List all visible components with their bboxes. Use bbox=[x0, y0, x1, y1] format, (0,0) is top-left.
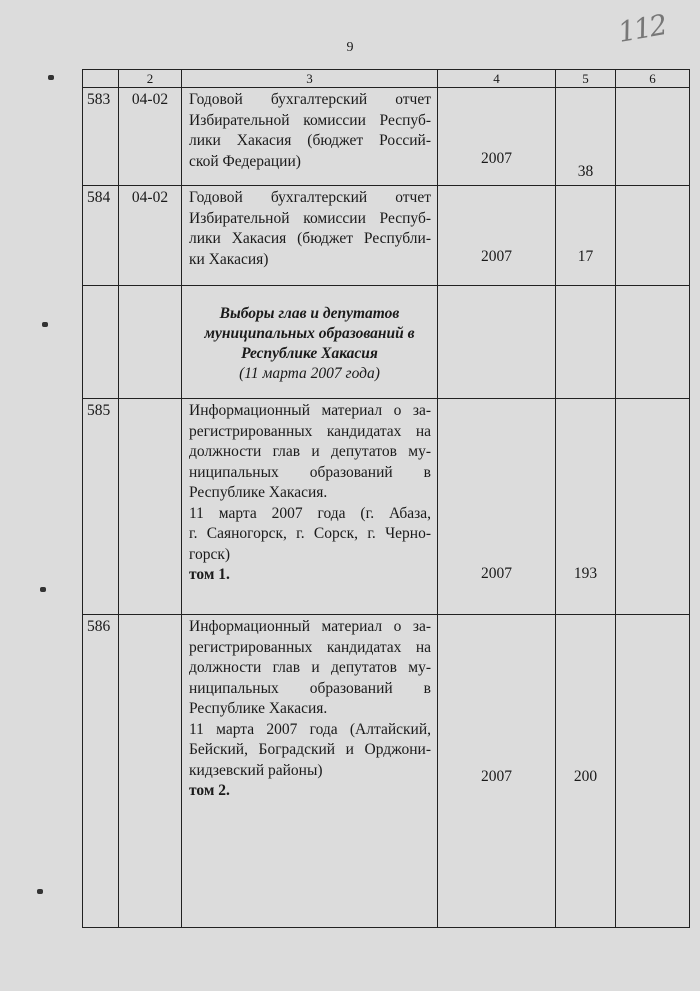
description-line: ской Федерации) bbox=[189, 152, 301, 170]
item-description bbox=[182, 615, 438, 928]
item-note bbox=[616, 186, 690, 286]
column-header: 3 bbox=[182, 70, 438, 88]
section-heading bbox=[182, 286, 438, 399]
empty-cell bbox=[119, 286, 182, 399]
description-line: должности глав и депутатов му- bbox=[189, 659, 431, 676]
section-title bbox=[182, 286, 437, 364]
description-line: ниципальных образований в bbox=[189, 679, 431, 697]
item-sheets: 17 bbox=[556, 186, 616, 286]
item-index bbox=[119, 615, 182, 928]
item-index bbox=[119, 399, 182, 615]
column-number-row bbox=[83, 70, 690, 88]
description-line: лики Хакасия (бюджет Россий- bbox=[189, 132, 431, 149]
column-header: 6 bbox=[616, 70, 690, 88]
empty-cell bbox=[438, 286, 556, 399]
item-number: 586 bbox=[83, 615, 119, 928]
section-title-line: Выборы глав и депутатов bbox=[219, 305, 400, 322]
empty-cell bbox=[616, 286, 690, 399]
table-row bbox=[83, 615, 690, 928]
description-line: ки Хакасия) bbox=[189, 250, 269, 268]
description-line: регистрированных кандидатах на bbox=[189, 422, 431, 440]
item-sheets: 193 bbox=[556, 399, 616, 615]
margin-mark bbox=[40, 587, 46, 592]
description-line: Избирательной комиссии Респуб- bbox=[189, 111, 431, 129]
section-subtitle: (11 марта 2007 года) bbox=[239, 365, 380, 382]
item-number: 583 bbox=[83, 88, 119, 186]
section-row bbox=[83, 286, 690, 399]
description-line: Информационный материал о за- bbox=[189, 402, 431, 419]
item-note bbox=[616, 88, 690, 186]
description-line: 11 марта 2007 года (г. Абаза, bbox=[189, 504, 431, 522]
item-description bbox=[182, 399, 438, 615]
empty-cell bbox=[556, 286, 616, 399]
column-header bbox=[83, 70, 119, 88]
description-line: г. Саяногорск, г. Сорск, г. Черно- bbox=[189, 525, 431, 542]
item-description bbox=[182, 88, 438, 186]
item-year: 2007 bbox=[438, 399, 556, 615]
volume-label: том 2. bbox=[189, 782, 230, 799]
item-number: 585 bbox=[83, 399, 119, 615]
item-sheets: 38 bbox=[556, 88, 616, 186]
column-header: 2 bbox=[119, 70, 182, 88]
section-title-line: муниципальных образований в bbox=[204, 325, 415, 342]
item-description bbox=[182, 186, 438, 286]
description-line: ниципальных образований в bbox=[189, 463, 431, 481]
empty-cell bbox=[83, 286, 119, 399]
description-line: Бейский, Боградский и Орджони- bbox=[189, 741, 431, 758]
description-line: должности глав и депутатов му- bbox=[189, 443, 431, 460]
description-line: 11 марта 2007 года (Алтайский, bbox=[189, 720, 431, 738]
column-header: 5 bbox=[556, 70, 616, 88]
description-line: горск) bbox=[189, 545, 231, 563]
item-index: 04-02 bbox=[119, 186, 182, 286]
table-row bbox=[83, 186, 690, 286]
handwritten-sheet-number: 112 bbox=[615, 8, 668, 49]
column-header: 4 bbox=[438, 70, 556, 88]
item-number: 584 bbox=[83, 186, 119, 286]
item-sheets: 200 bbox=[556, 615, 616, 928]
margin-mark bbox=[42, 322, 48, 327]
description-line: Годовой бухгалтерский отчет bbox=[189, 189, 431, 206]
table-row bbox=[83, 88, 690, 186]
item-note bbox=[616, 399, 690, 615]
description-line: лики Хакасия (бюджет Республи- bbox=[189, 230, 431, 247]
inventory-table bbox=[82, 69, 690, 928]
margin-mark bbox=[48, 75, 54, 80]
description-line: регистрированных кандидатах на bbox=[189, 638, 431, 656]
item-note bbox=[616, 615, 690, 928]
description-line: Республике Хакасия. bbox=[189, 484, 328, 501]
table-row bbox=[83, 399, 690, 615]
volume-label: том 1. bbox=[189, 566, 230, 583]
description-line: Избирательной комиссии Респуб- bbox=[189, 209, 431, 227]
description-line: кидзевский районы) bbox=[189, 761, 323, 779]
item-year: 2007 bbox=[438, 88, 556, 186]
margin-mark bbox=[37, 889, 43, 894]
description-line: Республике Хакасия. bbox=[189, 700, 328, 717]
item-year: 2007 bbox=[438, 186, 556, 286]
description-line: Годовой бухгалтерский отчет bbox=[189, 91, 431, 108]
item-index: 04-02 bbox=[119, 88, 182, 186]
description-line: Информационный материал о за- bbox=[189, 618, 431, 635]
page-number: 9 bbox=[346, 40, 354, 55]
item-year: 2007 bbox=[438, 615, 556, 928]
section-title-line: Республике Хакасия bbox=[241, 345, 378, 362]
